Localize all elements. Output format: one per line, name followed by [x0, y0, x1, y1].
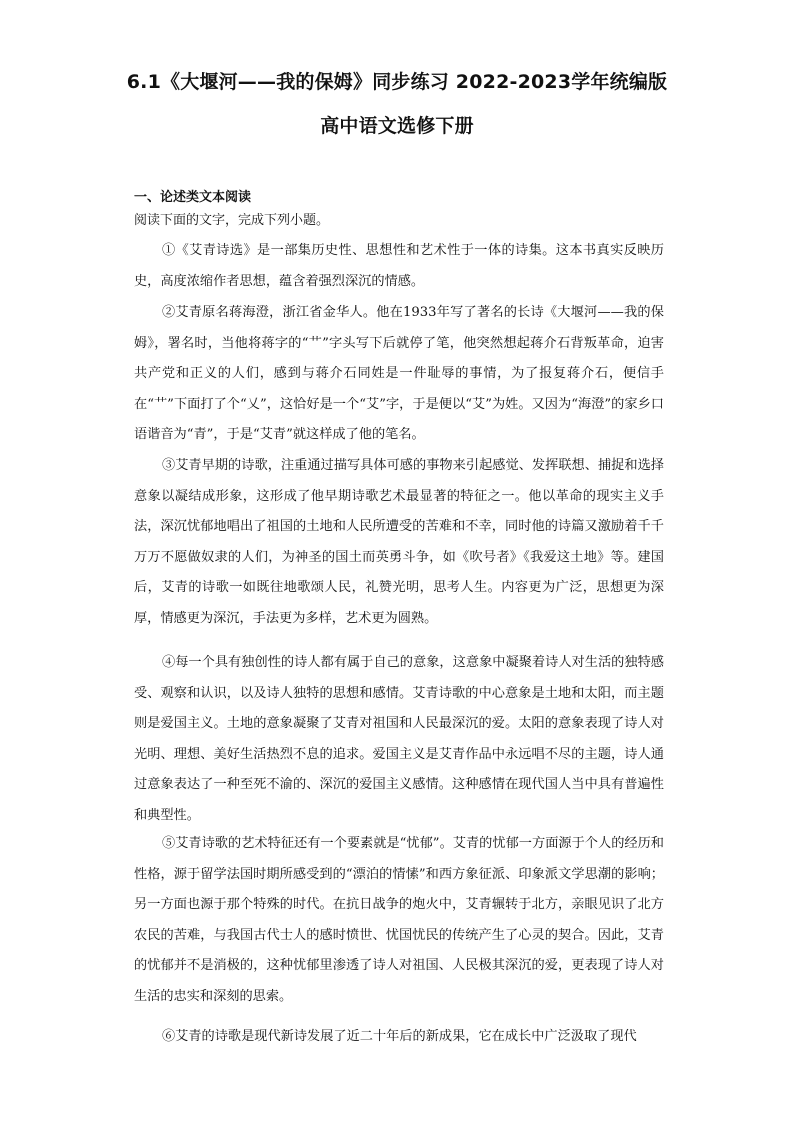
paragraph-1: ①《艾青诗选》是一部集历史性、思想性和艺术性于一体的诗集。这本书真实反映历史，高度浓缩作者思想，蕴含着强烈深沉的情感。 — [134, 243, 664, 289]
document-title-line-1: 6.1《大堰河——我的保姆》同步练习 2022-2023学年统编版 — [126, 71, 668, 93]
paragraph-5: ⑤艾青诗歌的艺术特征还有一个要素就是“忧郁”。艾青的忧郁一方面源于个人的经历和性格，源于留学法国时期所感受到的“漂泊的情愫”和西方象征派、印象派文学思潮的影响；另一方面也源于那个特殊的时代。在抗日战争的炮火中，艾青辗转于北方，亲眼见识了北方农民的苦难，与我国古代士人的感时愤世、忧国忧民的传统产生了心灵的契合。因此，艾青的忧郁并不是消极的，这种忧郁里渗透了诗人对祖国、人民极其深沉的爱，更表现了诗人对生活的忠实和深刻的思索。 — [134, 836, 664, 1004]
reading-instruction: 阅读下面的文字，完成下列小题。 — [134, 213, 330, 228]
paragraph-6: ⑥艾青的诗歌是现代新诗发展了近二十年后的新成果，它在成长中广泛汲取了现代 — [162, 1029, 637, 1044]
section-heading: 一、论述类文本阅读 — [134, 190, 252, 205]
document-title-line-2: 高中语文选修下册 — [320, 115, 474, 137]
paragraph-4: ④每一个具有独创性的诗人都有属于自己的意象，这意象中凝聚着诗人对生活的独特感受、观察和认识，以及诗人独特的思想和感情。艾青诗歌的中心意象是土地和太阳，而主题则是爱国主义。土地的意象凝聚了艾青对祖国和人民最深沉的爱。太阳的意象表现了诗人对光明、理想、美好生活热烈不息的追求。爱国主义是艾青作品中永远唱不尽的主题，诗人通过意象表达了一种至死不渝的、深沉的爱国主义感情。这种感情在现代国人当中具有普遍性和典型性。 — [134, 655, 664, 823]
paragraph-2: ②艾青原名蒋海澄，浙江省金华人。他在1933年写了著名的长诗《大堰河——我的保姆》，署名时，当他将蒋字的“艹”字头写下后就停了笔，他突然想起蒋介石背叛革命，迫害共产党和正义的人们，感到与蒋介石同姓是一件耻辱的事情，为了报复蒋介石，便信手在“艹”下面打了个“乂”，这恰好是一个“艾”字，于是便以“艾”为姓。又因为“海澄”的家乡口语谐音为“青”，于是“艾青”就这样成了他的笔名。 — [134, 305, 664, 442]
paragraph-3: ③艾青早期的诗歌，注重通过描写具体可感的事物来引起感觉、发挥联想、捕捉和选择意象以凝结成形象，这形成了他早期诗歌艺术最显著的特征之一。他以革命的现实主义手法，深沉忧郁地唱出了祖国的土地和人民所遭受的苦难和不幸，同时他的诗篇又激励着千千万万不愿做奴隶的人们，为神圣的国土而英勇斗争，如《吹号者》《我爱这土地》等。建国后，艾青的诗歌一如既往地歌颂人民，礼赞光明，思考人生。内容更为广泛，思想更为深厚，情感更为深沉，手法更为多样，艺术更为圆熟。 — [134, 458, 664, 626]
